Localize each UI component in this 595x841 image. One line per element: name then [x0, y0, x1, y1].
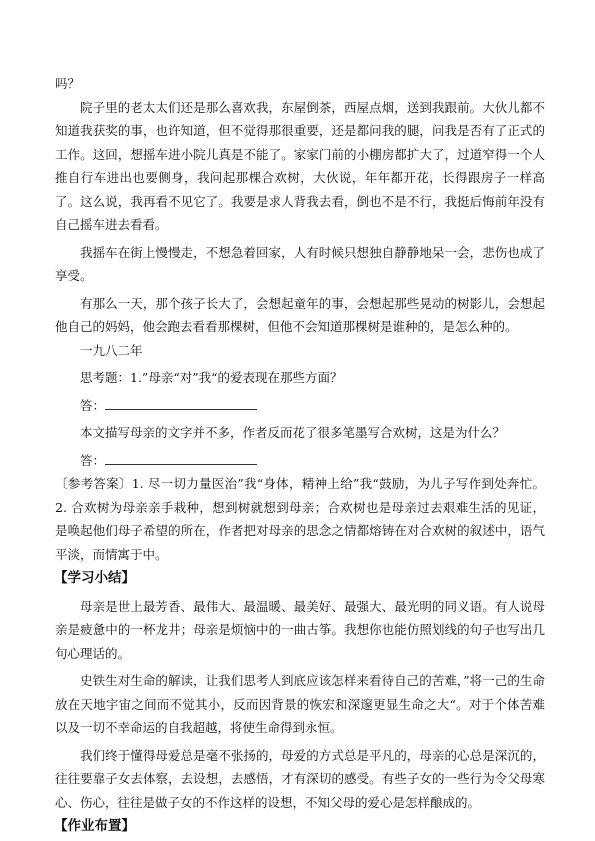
question-1: 思考题：1.”母亲“对”我“的爱表现在那些方面？: [80, 370, 343, 385]
summary-paragraph-2: 史铁生对生命的解读，让我们思考人到底应该怎样来看待自己的苦难，”将一己的生命放在天地宇宙之间而不觉其小，反而因背景的恢宏和深邃更显生命之大“。对于个体苦难以及一切不幸命运的自我超越，将使生命得到永恒。: [55, 673, 545, 735]
answer-2: [55, 449, 545, 473]
section-heading-homework: 【作业布置】: [54, 818, 135, 834]
document-body: [55, 72, 545, 839]
paragraph-courtyard: 院子里的老太太们还是那么喜欢我，东屋倒茶，西屋点烟，送到我跟前。大伙儿都不知道我获奖的事，也许知道，但不觉得那很重要，还是都问我的腿，问我是否有了正式的工作。这回，想摇车进小院儿真是不能了。家家门前的小棚房都扩大了，过道窄得一个人推自行车进出也要侧身，我问起那棵合欢树，大伙说，年年都开花，长得跟房子一样高了。这么说，我再看不见它了。我要是求人背我去看，倒也不是不行，我挺后悔前年没有自己摇车进去看看。: [55, 99, 545, 232]
summary-paragraph-3: 我们终于懂得母爱总是毫不张扬的，母爱的方式总是平凡的，母亲的心总是深沉的，往往要靠子女去体察，去设想，去感悟，才有深切的感受。有些子女的一些行为令父母寒心、伤心，往往是做子女的不作这样的设想，不知父母的爱心是怎样酿成的。: [55, 747, 545, 810]
summary-paragraph-1: 母亲是世上最芳香、最伟大、最温暖、最美好、最强大、最光明的同义语。有人说母亲是疲惫中的一杯龙井；母亲是烦恼中的一曲古筝。我想你也能仿照划线的句子也写出几句心理话的。: [55, 598, 545, 661]
paragraph-child: 有那么一天，那个孩子长大了，会想起童年的事，会想起那些晃动的树影儿，会想起他自己的妈妈，他会跑去看看那棵树，但他不会知道那棵树是谁种的，是怎么种的。: [55, 295, 545, 334]
reference-answer: 〔参考答案〕1. 尽一切力量医治”我“身体，精神上给”我“鼓励，为儿子写作到处奔忙。2. 合欢树为母亲亲手栽种，想到树就想到母亲；合欢树也是母亲过去艰难生活的见证，是唤起他们母子希望的所在，作者把对母亲的思念之情都熔铸在对合欢树的叙述中，语气平淡，而情寓于中。: [55, 476, 545, 562]
text-continuation: 吗？: [55, 76, 81, 91]
answer-1: [55, 394, 545, 418]
question-2: 本文描写母亲的文字并不多，作者反而花了很多笔墨写合欢树，这是为什么？: [80, 425, 506, 440]
answer-1-blank[interactable]: [105, 397, 257, 410]
answer-1-label: 答：: [80, 397, 106, 413]
section-heading-summary: 【学习小结】: [54, 570, 135, 586]
paragraph-street: 我摇车在街上慢慢走，不想急着回家，人有时候只想独自静静地呆一会，悲伤也成了享受。: [55, 244, 545, 283]
answer-2-blank[interactable]: [105, 452, 257, 465]
answer-2-label: 答：: [80, 452, 106, 468]
date-line: 一九八二年: [80, 342, 143, 358]
